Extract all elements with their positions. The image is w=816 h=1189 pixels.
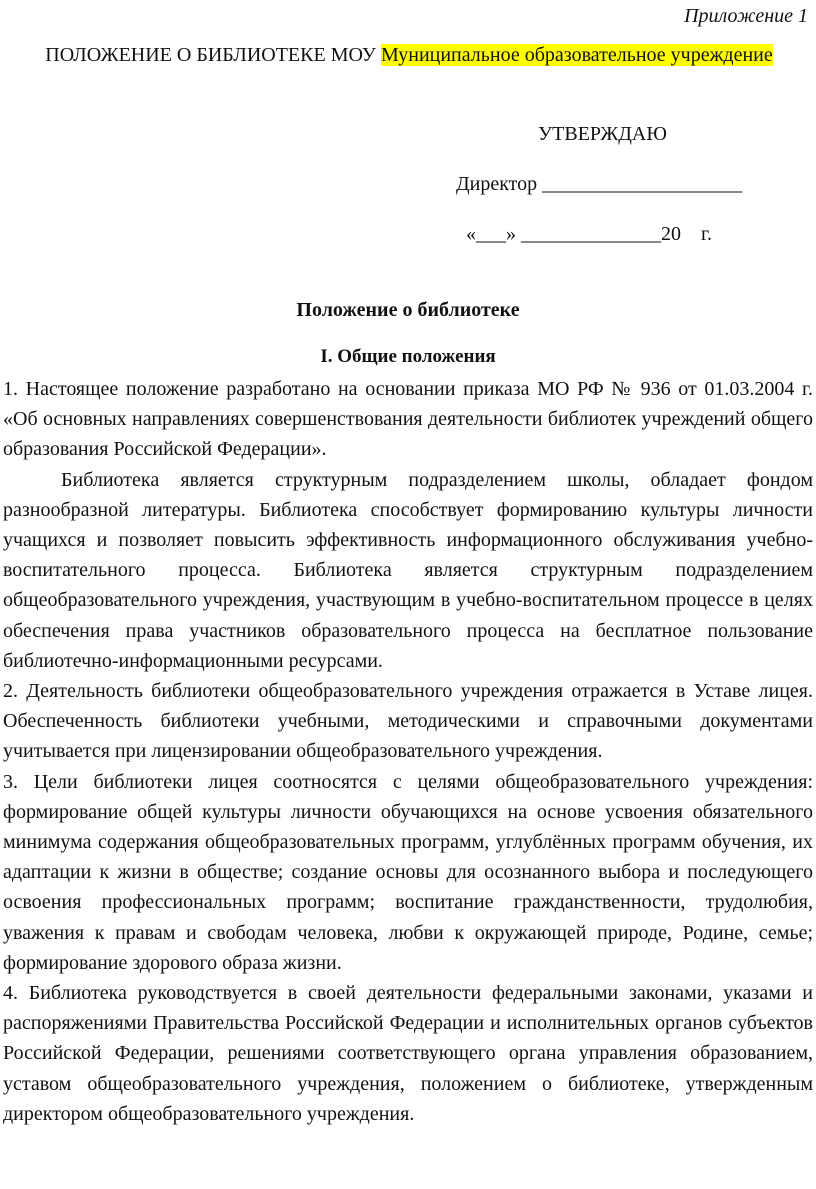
paragraph-4: 4. Библиотека руководствуется в своей деятельности федеральными законами, указами и распоряжениями Правительства Российской Федерации и исполнительных органов субъектов Российской Федерации, решениями соответствующего органа управления образованием, уставом общеобразовательного учреждения, положением о библиотеке, утвержденным директором общеобразовательного учреждения. [3,982,813,1125]
approval-heading: УТВЕРЖДАЮ [538,123,667,145]
paragraph-1: 1. Настоящее положение разработано на основании приказа МО РФ № 936 от 01.03.2004 г. «Об основных направлениях совершенствования деятельности библиотек учреждений общего образования Российской Федерации». [3,378,813,461]
director-signature-line: Директор ____________________ [456,173,743,195]
document-body [3,374,813,1129]
paragraph-2: 2. Деятельность библиотеки общеобразовательного учреждения отражается в Уставе лицея. Обеспеченность библиотеки учебными, методическими и справочными документами учитывается при лицензировании общеобразовательного учреждения. [3,680,813,763]
approval-date-line: «___» ______________20 г. [466,223,712,245]
document-title: Положение о библиотеке [296,299,520,321]
section-title: I. Общие положения [320,346,496,367]
header-title-prefix: ПОЛОЖЕНИЕ О БИБЛИОТЕКЕ МОУ [45,44,376,66]
header-title-highlight: Муниципальное образовательное учреждение [380,44,773,66]
document-header-title [30,41,788,70]
paragraph-library-definition: Библиотека является структурным подразделением школы, обладает фондом разнообразной литературы. Библиотека способствует формированию культуры личности учащихся и позволяет повысить эффективность информационного обслуживания учебно-воспитательного процесса. Библиотека является структурным подразделением общеобразовательного учреждения, участвующим в учебно-воспитательном процессе в целях обеспечения права участников образовательного процесса на бесплатное пользование библиотечно-информационными ресурсами. [3,468,813,672]
appendix-label: Приложение 1 [684,5,808,27]
paragraph-3: 3. Цели библиотеки лицея соотносятся с целями общеобразовательного учреждения: формирование общей культуры личности обучающихся на основе усвоения обязательного минимума содержания общеобразовательных программ, углублённых программ обучения, их адаптации к жизни в обществе; создание основы для осознанного выбора и последующего освоения профессиональных программ; воспитание гражданственности, трудолюбия, уважения к правам и свободам человека, любви к окружающей природе, Родине, семье; формирование здорового образа жизни. [3,770,813,974]
